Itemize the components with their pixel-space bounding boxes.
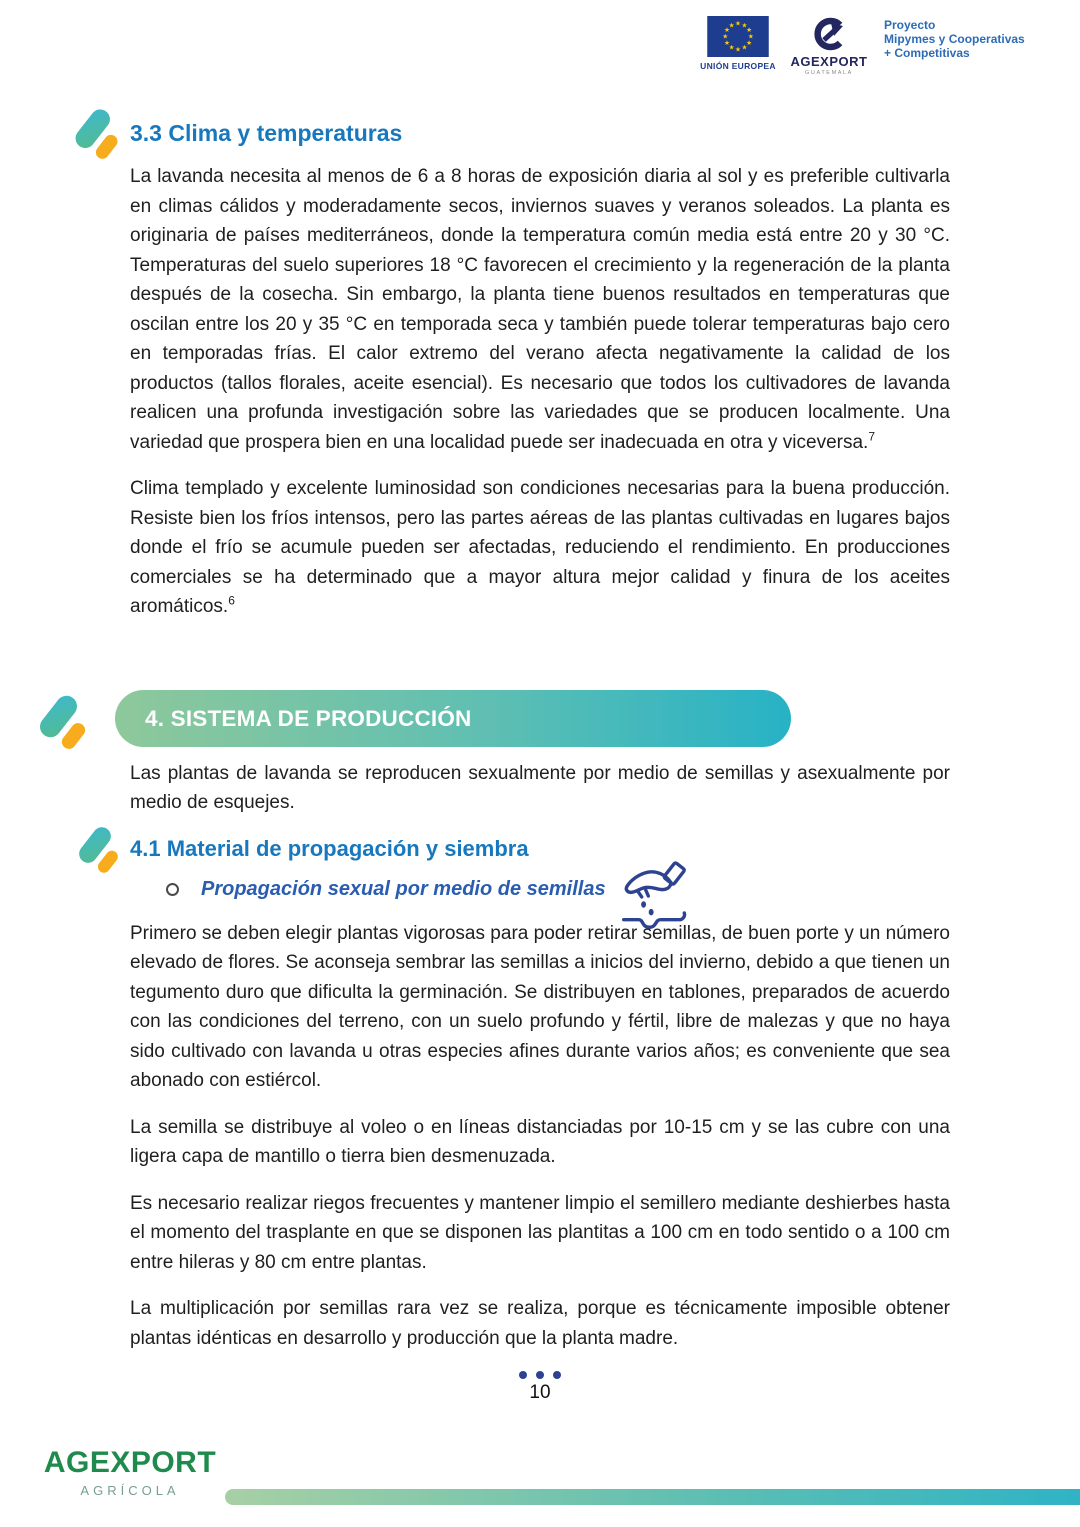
footer-gradient-bar bbox=[225, 1489, 1080, 1505]
svg-text:★: ★ bbox=[741, 21, 748, 30]
bullet-propagation-sexual bbox=[166, 878, 950, 902]
paragraph-text: La lavanda necesita al menos de 6 a 8 horas de exposición diaria al sol y es preferible cultivarla en climas cálidos y moderadamente secos, inviernos suaves y veranos soleados. La planta es originaria de países mediterráneos, donde la temperatura común media está entre 20 y 30 °C. Temperaturas del suelo superiores 18 °C favorecen el crecimiento y la regeneración de la planta después de la cosecha. Sin embargo, la planta tiene buenos resultados en temperaturas que oscilan entre los 20 y 35 °C en temporada seca y también puede tolerar temperaturas bajo cero en temporadas frías. El calor extremo del verano afecta negativamente la calidad de los productos (tallos florales, aceite esencial). Es necesario que todos los cultivadores de lavanda realicen una profunda investigación sobre las variedades que se producen localmente. Una variedad que prospera bien en una localidad puede ser inadecuada en otra y viceversa. bbox=[130, 166, 950, 453]
paragraph-production-intro bbox=[130, 759, 950, 818]
eu-label: UNIÓN EUROPEA bbox=[700, 61, 776, 71]
svg-text:★: ★ bbox=[747, 32, 754, 41]
footer-brand bbox=[42, 1446, 218, 1498]
pager-dots bbox=[130, 1371, 950, 1379]
bullet-label: Propagación sexual por medio de semillas bbox=[201, 878, 606, 900]
svg-text:★: ★ bbox=[723, 38, 730, 47]
pager-dot bbox=[553, 1371, 561, 1379]
footer-brand-division: AGRÍCOLA bbox=[80, 1483, 180, 1498]
project-line-1: Proyecto bbox=[884, 18, 936, 32]
svg-text:★: ★ bbox=[735, 19, 741, 28]
paragraph-text: Clima templado y excelente luminosidad son condiciones necesarias para la buena producción. Resiste bien los fríos intensos, pero las partes aéreas de las plantas cultivadas en lugares bajos donde el frío se acumule pueden ser afectadas, reduciendo el rendimiento. En producciones comerciales se ha determinado que a mayor altura mejor calidad y finura de los aceites aromáticos. bbox=[130, 478, 950, 617]
project-line-3: + Competitivas bbox=[884, 46, 970, 60]
paragraph-seeds-4 bbox=[130, 1294, 950, 1353]
footnote-marker-7: 7 bbox=[868, 429, 876, 444]
section-marker-icon bbox=[34, 688, 90, 752]
svg-text:★: ★ bbox=[723, 26, 730, 35]
paragraph-text: La multiplicación por semillas rara vez se realiza, porque es técnicamente imposible obtener plantas idénticas en desarrollo y producción que la planta madre. bbox=[130, 1298, 950, 1349]
paragraph-climate-1 bbox=[130, 162, 950, 457]
paragraph-seeds-1 bbox=[130, 919, 950, 1096]
svg-text:★: ★ bbox=[746, 38, 753, 47]
svg-text:★: ★ bbox=[735, 45, 741, 54]
section-heading-3-3 bbox=[130, 118, 950, 148]
pager bbox=[130, 1371, 950, 1404]
bullet-circle-marker bbox=[166, 883, 179, 896]
section-4-banner: 4. SISTEMA DE PRODUCCIÓN bbox=[115, 690, 791, 747]
page-content bbox=[130, 0, 950, 1404]
paragraph-seeds-3 bbox=[130, 1189, 950, 1278]
svg-text:★: ★ bbox=[722, 32, 729, 41]
paragraph-text: Las plantas de lavanda se reproducen sexualmente por medio de semillas y asexualmente por medio de esquejes. bbox=[130, 762, 950, 813]
svg-text:★: ★ bbox=[728, 43, 735, 52]
footnote-marker-6: 6 bbox=[228, 593, 235, 608]
agexport-wordmark: AGEXPORT bbox=[790, 54, 868, 69]
paragraph-text: La semilla se distribuye al voleo o en líneas distanciadas por 10-15 cm y se las cubre con una ligera capa de mantillo o tierra bien desmenuzada. bbox=[130, 1116, 950, 1167]
svg-text:★: ★ bbox=[741, 43, 748, 52]
agexport-country: GUATEMALA bbox=[805, 70, 853, 76]
svg-text:★: ★ bbox=[728, 21, 735, 30]
project-line-2: Mipymes y Cooperativas bbox=[884, 32, 1025, 46]
subsection-heading-label: 4.1 Material de propagación y siembra bbox=[130, 835, 529, 861]
footer-agexport-wordmark: AGEXPORT bbox=[43, 1446, 217, 1479]
paragraph-text: Primero se deben elegir plantas vigorosas para poder retirar semillas, de buen porte y un número elevado de flores. Se aconseja sembrar las semillas a inicios del invierno, debido a que tienen un tegumento duro que dificulta la germinación. Se distribuyen en tablones, preparados de acuerdo con las condiciones del terreno, con un suelo profundo y fértil, libre de malezas y que no haya sido cultivado con lavanda u otras especies afines durante varios años; es conveniente que sea abonado con estiércol. bbox=[130, 922, 950, 1091]
section-marker-icon bbox=[74, 820, 122, 876]
section-heading-4-1 bbox=[130, 834, 950, 864]
page-number: 10 bbox=[529, 1382, 551, 1403]
pager-dot bbox=[519, 1371, 527, 1379]
paragraph-text: Es necesario realizar riegos frecuentes y mantener limpio el semillero mediante deshierbes hasta el momento del trasplante en que se disponen las plantitas a 100 cm en todo sentido o a 100 cm entre hileras y 80 cm entre plantas. bbox=[130, 1192, 950, 1273]
paragraph-climate-2 bbox=[130, 474, 950, 622]
paragraph-seeds-2 bbox=[130, 1113, 950, 1172]
pager-dot bbox=[536, 1371, 544, 1379]
svg-text:★: ★ bbox=[746, 26, 753, 35]
section-marker-icon bbox=[70, 102, 122, 162]
section-heading-label: 3.3 Clima y temperaturas bbox=[130, 120, 403, 146]
section-4-banner-row bbox=[130, 690, 950, 747]
